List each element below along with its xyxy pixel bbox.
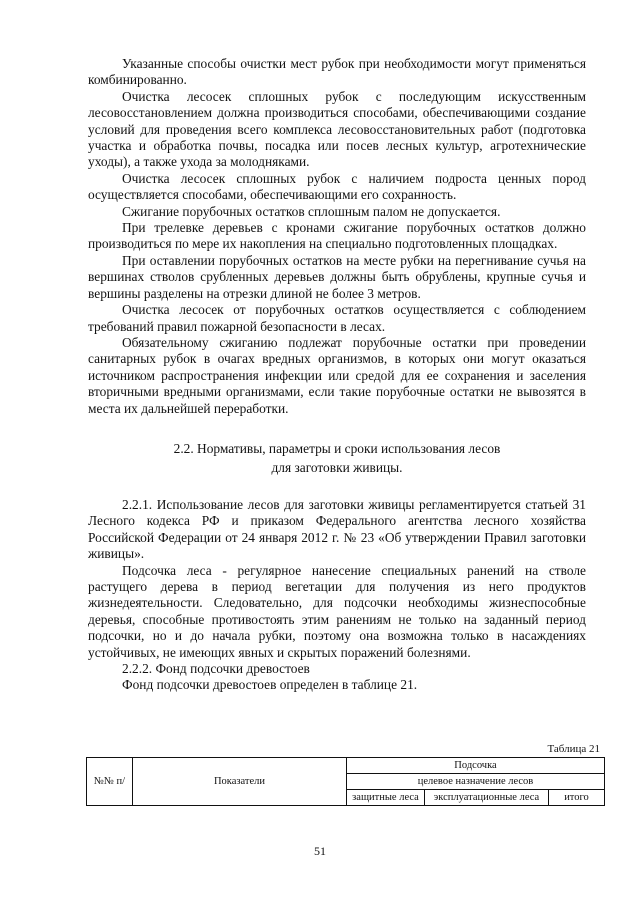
- paragraph: Очистка лесосек сплошных рубок с наличием подроста ценных пород осуществляется способами, обеспечивающими его сохранность.: [88, 170, 586, 203]
- page-number: 51: [314, 844, 326, 858]
- subsection-title: 2.2.2. Фонд подсочки древостоев: [122, 661, 310, 676]
- section-heading-line: 2.2. Нормативы, параметры и сроки использования лесов: [173, 440, 501, 456]
- header-subgroup: целевое назначение лесов: [347, 774, 605, 790]
- header-col-indicators: Показатели: [133, 758, 347, 806]
- header-col-exploitation: эксплуатационные леса: [425, 790, 549, 806]
- paragraph: Обязательному сжиганию подлежат порубочные остатки при проведении санитарных рубок в очагах вредных организмов, в которых они могут оказаться источником распространения инфекции или средой для ее сохранения и заселения вторичными вредными организмами, если такие порубочные остатки не вывозятся в места их дальнейшей переработки.: [88, 334, 586, 416]
- paragraph: 2.2.1. Использование лесов для заготовки живицы регламентируется статьей 31 Лесного кодекса РФ и приказом Федерального агентства лесного хозяйства Российской Федерации от 24 января 2012 г. № 23 «Об утверждении Правил заготовки живицы».: [88, 496, 586, 562]
- paragraph: Очистка лесосек от порубочных остатков осуществляется с соблюдением требований правил пожарной безопасности в лесах.: [88, 302, 586, 334]
- header-group: Подсочка: [347, 758, 605, 774]
- paragraph: Фонд подсочки древостоев определен в таблице 21.: [122, 677, 418, 693]
- paragraph: Очистка лесосек сплошных рубок с последующим искусственным лесовосстановлением должна производиться способами, обеспечивающими создание условий для проведения всего комплекса лесовосстановительных работ (подготовка участка и обработка почвы, посадка или посев лесных культур, агротехнические уходы), а также ухода за молодняками.: [88, 88, 586, 170]
- section-heading-line: для заготовки живицы.: [271, 459, 403, 475]
- paragraph: Указанные способы очистки мест рубок при необходимости могут применяться комбинированно.: [88, 56, 586, 88]
- header-col-protective: защитные леса: [347, 790, 425, 806]
- body-text: [88, 56, 586, 694]
- section-heading: [88, 439, 586, 477]
- table-caption: Таблица 21: [547, 743, 600, 755]
- table-21: [86, 757, 605, 806]
- paragraph: Подсочка леса - регулярное нанесение специальных ранений на стволе растущего дерева в период вегетации для получения из него продуктов жизнедеятельности. Следовательно, для подсочки необходимы жизнеспособные деревья, способные противостоять этим ранениям не только на заданный период подсочки, но и до начала рубки, поэтому она возможна только в насаждениях устойчивых, не имеющих явных и скрытых поражений болезнями.: [88, 562, 586, 660]
- paragraph: При трелевке деревьев с кронами сжигание порубочных остатков должно производиться по мере их накопления на специально подготовленных площадках.: [88, 220, 586, 252]
- header-col-total: итого: [549, 790, 605, 806]
- header-col-number: №№ п/: [87, 758, 133, 806]
- paragraph: При оставлении порубочных остатков на месте рубки на перегнивание сучья на вершинах стволов срубленных деревьев должны быть обрублены, крупные сучья и вершины разделены на отрезки длиной не более 3 метров.: [88, 252, 586, 301]
- paragraph: Сжигание порубочных остатков сплошным палом не допускается.: [122, 203, 501, 219]
